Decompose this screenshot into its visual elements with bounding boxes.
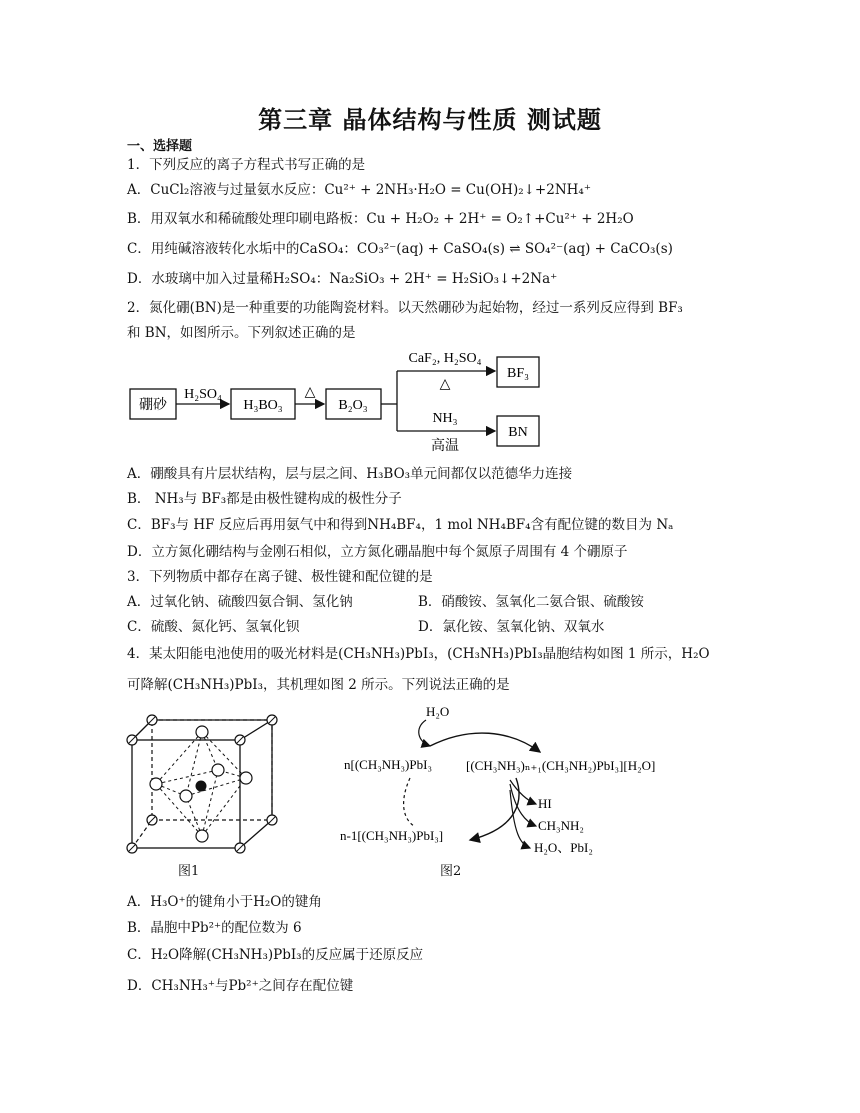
q2-stem-line1: 2．氮化硼(BN)是一种重要的功能陶瓷材料。以天然硼砂为起始物，经过一系列反应得到 BF₃ — [127, 300, 683, 316]
q1-option-b: B．用双氧水和稀硫酸处理印刷电路板：Cu + H₂O₂ + 2H⁺ = O₂↑+Cu²⁺ + 2H₂O — [127, 211, 634, 227]
q2-option-b: B． NH₃与 BF₃都是由极性键构成的极性分子 — [127, 491, 402, 507]
q4-option-d: D．CH₃NH₃⁺与Pb²⁺之间存在配位键 — [127, 978, 354, 994]
flow-lower-condition: 高温 — [431, 439, 459, 454]
q4-figure2-mechanism — [330, 700, 710, 860]
q4-option-b: B．晶胞中Pb²⁺的配位数为 6 — [127, 920, 302, 936]
q3-option-d: D．氯化铵、氢氧化钠、双氧水 — [418, 619, 605, 635]
q1-option-a: A．CuCl₂溶液与过量氨水反应：Cu²⁺ + 2NH₃·H₂O = Cu(OH)₂↓+2NH₄⁺ — [127, 182, 591, 198]
q1-option-c: C．用纯碱溶液转化水垢中的CaSO₄：CO₃²⁻(aq) + CaSO₄(s) ⇌ SO₄²⁻(aq) + CaCO₃(s) — [127, 241, 673, 257]
q3-option-b: B．硝酸铵、氢氧化二氨合银、硫酸铵 — [418, 594, 644, 610]
q4-stem-line1: 4．某太阳能电池使用的吸光材料是(CH₃NH₃)PbI₃，(CH₃NH₃)PbI₃晶胞结构如图 1 所示，H₂O — [127, 646, 710, 662]
flow-box-bn-label: BN — [508, 425, 528, 440]
fig2-reactant: n[(CH₃NH₃)PbI₃ — [344, 757, 432, 772]
flow-box-h3bo3-label: H₃BO₃ — [243, 398, 283, 413]
flow-upper-condition: △ — [439, 377, 451, 392]
q2-option-a: A．硼酸具有片层状结构，层与层之间、H₃BO₃单元间都仅以范德华力连接 — [127, 466, 573, 482]
q4-figure1-crystal-cell — [120, 708, 290, 858]
page-title: 第三章 晶体结构与性质 测试题 — [258, 106, 602, 134]
flow-reagent-h2so4: H₂SO₄ — [184, 387, 222, 402]
flow-heat-symbol: △ — [304, 385, 316, 400]
q4-stem-line2: 可降解(CH₃NH₃)PbI₃，其机理如图 2 所示。下列说法正确的是 — [127, 677, 510, 693]
flow-box-bf3-label: BF₃ — [506, 366, 530, 381]
q2-option-c: C．BF₃与 HF 反应后再用氨气中和得到NH₄BF₄，1 mol NH₄BF₄含有配位键的数目为 Nₐ — [127, 517, 674, 533]
flow-upper-reagent: CaF₂, H₂SO₄ — [408, 351, 482, 366]
flow-box-b2o3-label: B₂O₃ — [338, 398, 368, 413]
fig2-recycle: n-1[(CH₃NH₃)PbI₃] — [340, 828, 444, 843]
q3-stem: 3．下列物质中都存在离子键、极性键和配位键的是 — [127, 569, 433, 585]
fig2-product-hi: HI — [538, 796, 552, 811]
q4-option-c: C．H₂O降解(CH₃NH₃)PbI₃的反应属于还原反应 — [127, 947, 424, 963]
fig2-intermediate: [(CH₃NH₃)ₙ₊₁(CH₃NH₂)PbI₃][H₂O] — [466, 758, 656, 773]
flow-lower-reagent: NH₃ — [432, 411, 458, 426]
q1-option-d: D．水玻璃中加入过量稀H₂SO₄：Na₂SiO₃ + 2H⁺ = H₂SiO₃↓+2Na⁺ — [127, 271, 558, 287]
fig2-product-ch3nh2: CH₃NH₂ — [538, 818, 584, 833]
figure2-label: 图2 — [440, 864, 462, 879]
q4-option-a: A．H₃O⁺的键角小于H₂O的键角 — [127, 894, 322, 910]
flow-box-borax-label: 硼砂 — [139, 398, 167, 413]
q3-option-a: A．过氧化钠、硫酸四氨合铜、氢化钠 — [127, 594, 353, 610]
q1-stem: 1．下列反应的离子方程式书写正确的是 — [127, 157, 366, 173]
q3-option-c: C．硫酸、氮化钙、氢氧化钡 — [127, 619, 300, 635]
fig2-water-in: H₂O — [426, 704, 450, 719]
fig2-product-h2o-pbi2: H₂O、PbI₂ — [534, 840, 593, 855]
q2-flow-diagram — [125, 345, 555, 460]
section-heading: 一、选择题 — [127, 139, 193, 154]
figure1-label: 图1 — [178, 864, 200, 879]
q2-stem-line2: 和 BN，如图所示。下列叙述正确的是 — [127, 325, 356, 341]
q2-option-d: D．立方氮化硼结构与金刚石相似，立方氮化硼晶胞中每个氮原子周围有 4 个硼原子 — [127, 544, 628, 560]
